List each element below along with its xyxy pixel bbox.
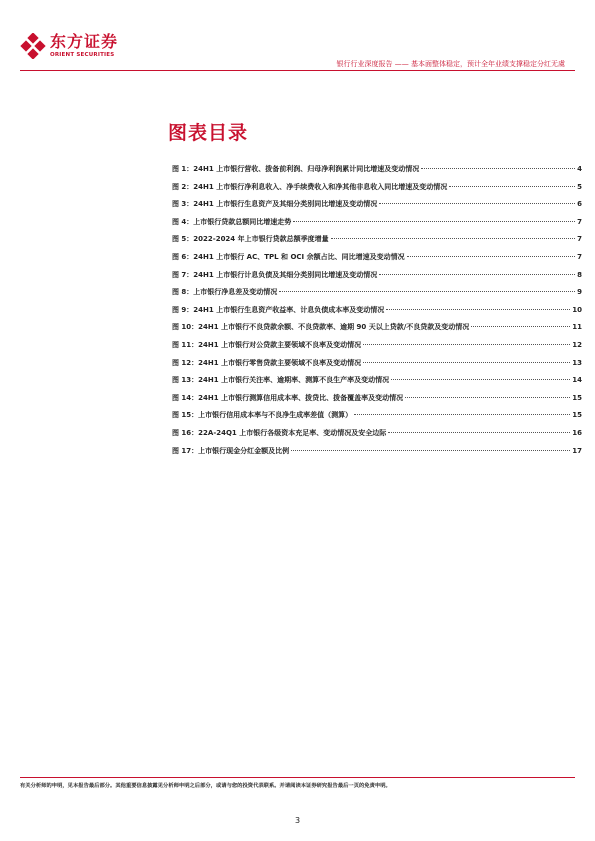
toc-entry-page: 17 bbox=[572, 446, 582, 455]
toc-entry[interactable] bbox=[172, 164, 582, 182]
toc-entry[interactable] bbox=[172, 217, 582, 235]
toc-dot-leader bbox=[293, 221, 575, 222]
toc-entry-page: 10 bbox=[572, 305, 582, 314]
toc-entry-page: 12 bbox=[572, 340, 582, 349]
report-title: 银行行业深度报告 —— 基本面整体稳定，预计全年业绩支撑稳定分红无虞 bbox=[336, 60, 565, 68]
toc-dot-leader bbox=[449, 186, 575, 187]
toc-entry[interactable] bbox=[172, 270, 582, 288]
toc-dot-leader bbox=[363, 362, 570, 363]
toc-entry[interactable] bbox=[172, 358, 582, 376]
toc-entry-label: 图 7：24H1 上市银行计息负债及其细分类别同比增速及变动情况 bbox=[172, 270, 378, 279]
toc-dot-leader bbox=[363, 344, 570, 345]
footer-disclaimer: 有关分析师的申明，见本报告最后部分。其他重要信息披露见分析师申明之后部分，或请与您的投资代表联系。并请阅读本证券研究报告最后一页的免责申明。 bbox=[20, 783, 391, 789]
toc-entry-page: 9 bbox=[577, 288, 582, 297]
toc-entry[interactable] bbox=[172, 305, 582, 323]
toc-entry[interactable] bbox=[172, 393, 582, 411]
toc-entry-page: 7 bbox=[577, 235, 582, 244]
toc-entry-page: 8 bbox=[577, 270, 582, 279]
figure-table-of-contents bbox=[172, 164, 582, 463]
toc-entry-page: 16 bbox=[572, 428, 582, 437]
toc-entry-label: 图 4：上市银行贷款总额同比增速走势 bbox=[172, 217, 292, 226]
toc-heading: 图表目录 bbox=[168, 122, 249, 144]
toc-entry-label: 图 1：24H1 上市银行营收、拨备前利润、归母净利润累计同比增速及变动情况 bbox=[172, 165, 420, 173]
toc-entry[interactable] bbox=[172, 322, 582, 340]
toc-entry[interactable] bbox=[172, 375, 582, 393]
toc-entry-page: 6 bbox=[577, 200, 582, 209]
toc-entry-page: 5 bbox=[577, 182, 582, 191]
toc-entry-label: 图 10：24H1 上市银行不良贷款余额、不良贷款率、逾期 90 天以上贷款/不良贷款及变动情况 bbox=[172, 323, 470, 332]
logo-english-name: ORIENT SECURITIES bbox=[50, 52, 115, 58]
logo-chinese-name: 东方证券 bbox=[50, 32, 119, 51]
toc-entry[interactable] bbox=[172, 199, 582, 217]
toc-entry-label: 图 5：2022-2024 年上市银行贷款总额季度增量 bbox=[172, 235, 329, 244]
toc-entry[interactable] bbox=[172, 340, 582, 358]
toc-entry-label: 图 14：24H1 上市银行测算信用成本率、拨贷比、拨备覆盖率及变动情况 bbox=[172, 393, 404, 402]
toc-entry-label: 图 11：24H1 上市银行对公贷款主要领域不良率及变动情况 bbox=[172, 340, 362, 349]
toc-dot-leader bbox=[388, 432, 570, 433]
toc-entry-label: 图 3：24H1 上市银行生息资产及其细分类别同比增速及变动情况 bbox=[172, 200, 378, 209]
toc-entry-label: 图 13：24H1 上市银行关注率、逾期率、测算不良生产率及变动情况 bbox=[172, 376, 390, 385]
toc-entry-page: 14 bbox=[572, 376, 582, 385]
toc-entry-page: 7 bbox=[577, 217, 582, 226]
toc-entry-page: 15 bbox=[572, 393, 582, 402]
toc-dot-leader bbox=[279, 291, 575, 292]
toc-entry[interactable] bbox=[172, 446, 582, 464]
toc-entry-page: 4 bbox=[577, 165, 582, 173]
toc-dot-leader bbox=[405, 397, 570, 398]
toc-entry-label: 图 17：上市银行现金分红金额及比例 bbox=[172, 446, 290, 455]
toc-dot-leader bbox=[379, 203, 575, 204]
toc-entry[interactable] bbox=[172, 182, 582, 200]
toc-dot-leader bbox=[291, 450, 570, 451]
toc-entry-page: 15 bbox=[572, 411, 582, 420]
toc-dot-leader bbox=[354, 414, 570, 415]
toc-entry-label: 图 2：24H1 上市银行净利息收入、净手续费收入和净其他非息收入同比增速及变动情况 bbox=[172, 182, 448, 191]
footer-divider bbox=[20, 777, 575, 778]
toc-entry[interactable] bbox=[172, 410, 582, 428]
header-divider bbox=[20, 70, 575, 71]
toc-entry-label: 图 6：24H1 上市银行 AC、TPL 和 OCI 余额占比、同比增速及变动情况 bbox=[172, 252, 405, 261]
toc-entry-label: 图 9：24H1 上市银行生息资产收益率、计息负债成本率及变动情况 bbox=[172, 305, 385, 314]
toc-entry[interactable] bbox=[172, 252, 582, 270]
company-logo bbox=[20, 33, 118, 59]
page-number: 3 bbox=[294, 816, 301, 825]
toc-entry-page: 7 bbox=[577, 252, 582, 261]
toc-entry-label: 图 8：上市银行净息差及变动情况 bbox=[172, 288, 278, 297]
toc-dot-leader bbox=[386, 309, 570, 310]
orient-securities-logo-icon bbox=[20, 33, 46, 59]
toc-dot-leader bbox=[471, 326, 570, 327]
toc-entry-label: 图 15：上市银行信用成本率与不良净生成率差值（测算） bbox=[172, 411, 353, 420]
toc-entry-page: 11 bbox=[572, 323, 582, 332]
toc-dot-leader bbox=[421, 168, 575, 169]
toc-entry-page: 13 bbox=[572, 358, 582, 367]
page-header bbox=[0, 0, 595, 80]
toc-entry[interactable] bbox=[172, 287, 582, 305]
toc-dot-leader bbox=[379, 274, 575, 275]
toc-entry-label: 图 12：24H1 上市银行零售贷款主要领域不良率及变动情况 bbox=[172, 358, 362, 367]
toc-dot-leader bbox=[407, 256, 576, 257]
toc-dot-leader bbox=[331, 238, 576, 239]
toc-entry-label: 图 16：22A-24Q1 上市银行各级资本充足率、变动情况及安全边际 bbox=[172, 428, 387, 437]
toc-dot-leader bbox=[391, 379, 570, 380]
toc-entry[interactable] bbox=[172, 428, 582, 446]
toc-entry[interactable] bbox=[172, 234, 582, 252]
